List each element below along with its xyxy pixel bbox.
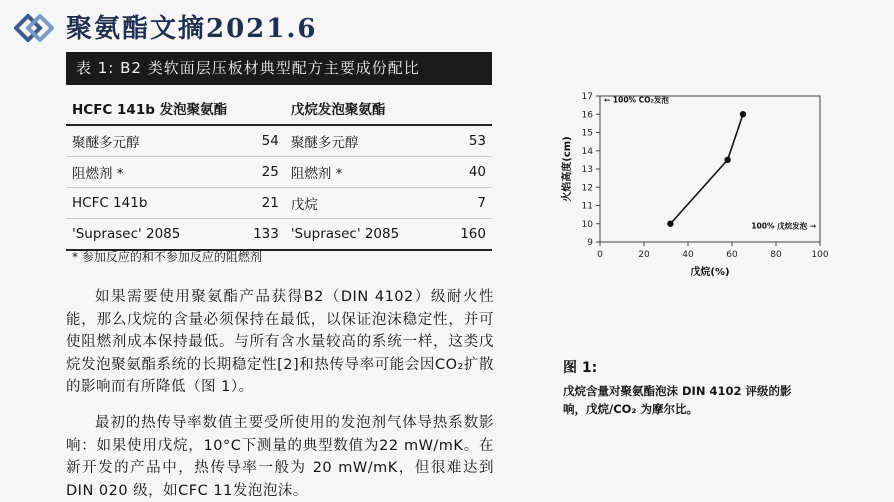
right-ingredient: 聚醚多元醇 bbox=[285, 125, 443, 157]
page-header bbox=[0, 0, 894, 50]
y-tick-label: 10 bbox=[581, 219, 593, 230]
left-ingredient: 聚醚多元醇 bbox=[66, 125, 233, 157]
data-point bbox=[724, 157, 730, 163]
y-tick-label: 17 bbox=[581, 92, 593, 102]
right-value: 53 bbox=[442, 125, 492, 157]
figure-label: 图 1: bbox=[563, 360, 598, 376]
table-header-row bbox=[66, 92, 492, 125]
table-row bbox=[66, 125, 492, 157]
left-ingredient: 阻燃剂 * bbox=[66, 157, 233, 188]
x-tick-label: 0 bbox=[597, 250, 603, 260]
formula-table bbox=[66, 92, 492, 251]
left-value: 54 bbox=[233, 125, 285, 157]
left-value: 133 bbox=[233, 219, 285, 251]
y-tick-label: 16 bbox=[581, 110, 593, 121]
left-ingredient: HCFC 141b bbox=[66, 188, 233, 219]
left-value: 25 bbox=[233, 157, 285, 188]
left-ingredient: 'Suprasec' 2085 bbox=[66, 219, 233, 251]
annotation-pentane: 100% 戊烷发泡 → bbox=[751, 221, 816, 231]
right-ingredient: 戊烷 bbox=[285, 188, 443, 219]
x-tick-label: 100 bbox=[811, 250, 829, 260]
col-left-header: HCFC 141b 发泡聚氨酯 bbox=[66, 92, 285, 125]
x-tick-label: 60 bbox=[726, 250, 738, 260]
x-tick-label: 40 bbox=[682, 250, 694, 260]
body-paragraph-1: 如果需要使用聚氨酯产品获得B2（DIN 4102）级耐火性能，那么戊烷的含量必须保持在最低，以保证泡沫稳定性，并可使阻燃剂成本保持最低。与所有含水量较高的系统一样，这类戊烷发泡聚氨酯系统的长期稳定性[2]和热传导率可能会因CO₂扩散的影响而有所降低（图 1）。 bbox=[66, 289, 494, 395]
y-tick-label: 15 bbox=[581, 128, 593, 139]
series-line bbox=[670, 114, 743, 224]
logo-icon bbox=[14, 14, 54, 42]
table-row bbox=[66, 219, 492, 251]
right-value: 7 bbox=[442, 188, 492, 219]
plot-frame bbox=[600, 96, 820, 242]
x-tick-label: 80 bbox=[770, 250, 782, 260]
table-row bbox=[66, 157, 492, 188]
table-footnote: * 参加反应的和不参加反应的阻燃剂 bbox=[72, 250, 262, 264]
x-axis-label: 戊烷(%) bbox=[690, 267, 730, 278]
right-ingredient: 'Suprasec' 2085 bbox=[285, 219, 443, 251]
brand-title: 聚氨酯文摘2021.6 bbox=[66, 14, 318, 44]
body-paragraph-2: 最初的热传导率数值主要受所使用的发泡剂气体导热系数影响：如果使用戊烷，10°C下测量的典型数值为22 mW/mK。在新开发的产品中，热传导率一般为 20 mW/mK，但很难达到DIN 020 级，如CFC 11发泡泡沫。 bbox=[66, 415, 494, 499]
data-point bbox=[740, 111, 746, 117]
table-row bbox=[66, 188, 492, 219]
y-tick-label: 14 bbox=[581, 146, 593, 157]
y-tick-label: 12 bbox=[581, 183, 593, 194]
right-ingredient: 阻燃剂 * bbox=[285, 157, 443, 188]
y-tick-label: 11 bbox=[581, 201, 593, 212]
col-right-header: 戊烷发泡聚氨酯 bbox=[285, 92, 492, 125]
x-tick-label: 20 bbox=[638, 250, 650, 260]
data-point bbox=[667, 221, 673, 227]
right-value: 40 bbox=[442, 157, 492, 188]
table-title: 表 1: B2 类软面层压板材典型配方主要成份配比 bbox=[66, 52, 492, 85]
y-axis-label: 火焰高度(cm) bbox=[562, 136, 573, 202]
y-tick-label: 9 bbox=[587, 238, 593, 248]
left-value: 21 bbox=[233, 188, 285, 219]
y-tick-label: 13 bbox=[581, 165, 593, 175]
right-value: 160 bbox=[442, 219, 492, 251]
annotation-co2: ← 100% CO₂发泡 bbox=[604, 95, 669, 105]
flame-height-chart bbox=[548, 86, 838, 286]
figure-caption: 戊烷含量对聚氨酯泡沫 DIN 4102 评级的影响，戊烷/CO₂ 为摩尔比。 bbox=[563, 384, 792, 416]
